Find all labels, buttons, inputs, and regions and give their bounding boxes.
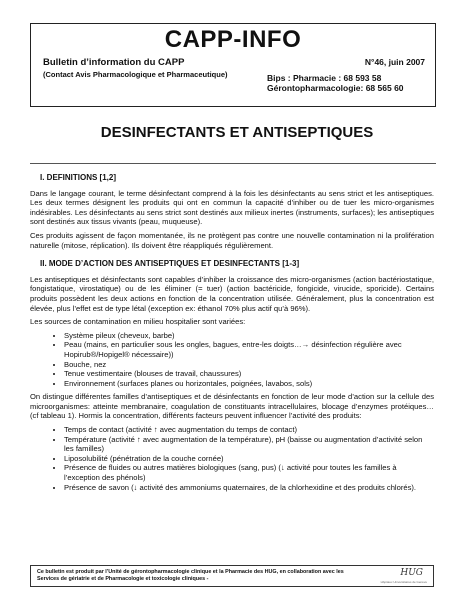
footer-text [37, 569, 344, 583]
main-title: DESINFECTANTS ET ANTISEPTIQUES [100, 124, 374, 141]
document-body [30, 173, 434, 496]
section-heading-mode-action: II. MODE D’ACTION DES ANTISEPTIQUES ET DESINFECTANTS [1-3] [40, 259, 300, 269]
factors-list [30, 425, 434, 492]
mode-action-paragraph-1: Les antiseptiques et désinfectants sont capables d’inhiber la croissance des micro-organismes (action bactériostatique, fongistatique, virostatique) ou de les éliminer (= tuer) (action bactéricide, fongicide, virucide, sporicide). Certains produits possèdent les deux actions en fonction de la concentration utilisée. Généralement, plus la concentration est élevée, plus l’effet est de type létal (exception ex: éthanol 70% plus actif qu’à 96%). [30, 274, 434, 313]
list-item: • Présence de fluides ou autres matières biologiques (sang, pus) (↓ activité pour toutes les familles à l’exception des phénols) [64, 463, 434, 482]
list-item: • Temps de contact (activité ↑ avec augmentation du temps de contact) [64, 425, 434, 435]
hug-logo-subtitle: Hôpitaux Universitaires de Genève [380, 580, 427, 584]
divider-top [30, 163, 436, 164]
bips-pharmacie: Bips : Pharmacie : 68 593 58 [267, 73, 382, 83]
bulletin-subtitle: (Contact Avis Pharmacologique et Pharmaceutique) [43, 70, 228, 79]
list-item: • Système pileux (cheveux, barbe) [64, 331, 434, 341]
definitions-paragraph-1: Dans le langage courant, le terme désinfectant comprend à la fois les désinfectants au sens strict et les antiseptiques. Les deux termes désignent les produits qui ont en commun la capacité d’inhiber ou de tuer les micro-organismes indésirables. Les désinfectants au sens strict sont destinés aux milieux inertes (instruments, surfaces); les antiseptiques sont destinés aux tissus vivants (peau, muqueuse). [30, 188, 434, 227]
bulletin-name: Bulletin d’information du CAPP [43, 57, 185, 68]
section-heading-definitions: I. DEFINITIONS [1,2] [40, 173, 117, 182]
contamination-sources-intro: Les sources de contamination en milieu hospitalier sont variées: [30, 317, 246, 327]
definitions-paragraph-2: Ces produits agissent de façon momentanée, ils ne protègent pas contre une nouvelle contamination ni la prolifération naturelle (mitose, réplication). Ils doivent être réappliqués régulièrement. [30, 230, 434, 250]
footer-line-1: Ce bulletin est produit par l’Unité de gérontopharmacologie clinique et la Pharmacie des HUG, en collaboration avec les [37, 569, 344, 575]
contamination-sources-list [30, 331, 434, 389]
list-item: • Peau (mains, en particulier sous les ongles, bagues, entre-les doigts…→ désinfection régulière avec Hopirub®/Hopigel® nécessaire)) [64, 340, 434, 359]
issue-number: N°46, juin 2007 [364, 57, 425, 67]
list-item: • Environnement (surfaces planes ou horizontales, poignées, lavabos, sols) [64, 379, 434, 389]
header-box [30, 23, 436, 107]
bulletin-title: CAPP-INFO [164, 26, 302, 53]
list-item: • Bouche, nez [64, 360, 434, 370]
hug-logo: HUG [400, 568, 423, 578]
families-paragraph: On distingue différentes familles d’antiseptiques et de désinfectants en fonction de leur mode d’action sur la cellule des microorganismes: atteinte membranaire, coagulation de constituants intracellulaires, blocage d’enzymes protéiques… (cf tableau 1). Hormis la concentration, différents facteurs peuvent influencer l’activité des produits: [30, 392, 434, 421]
list-item: • Tenue vestimentaire (blouses de travail, chaussures) [64, 369, 434, 379]
list-item: • Température (activité ↑ avec augmentation de la température), pH (baisse ou augmentation d’activité selon les familles) [64, 435, 434, 454]
bips-geronto: Gérontopharmacologie: 68 565 60 [267, 83, 404, 93]
footer-line-2: Services de gériatrie et de Pharmacologie et toxicologie cliniques - [37, 576, 209, 582]
list-item: • Présence de savon (↓ activité des ammoniums quaternaires, de la chlorhexidine et des produits chlorés). [64, 483, 434, 493]
bips-numbers [267, 73, 404, 93]
list-item: • Liposolubilité (pénétration de la couche cornée) [64, 454, 434, 464]
footer-box [30, 565, 434, 587]
